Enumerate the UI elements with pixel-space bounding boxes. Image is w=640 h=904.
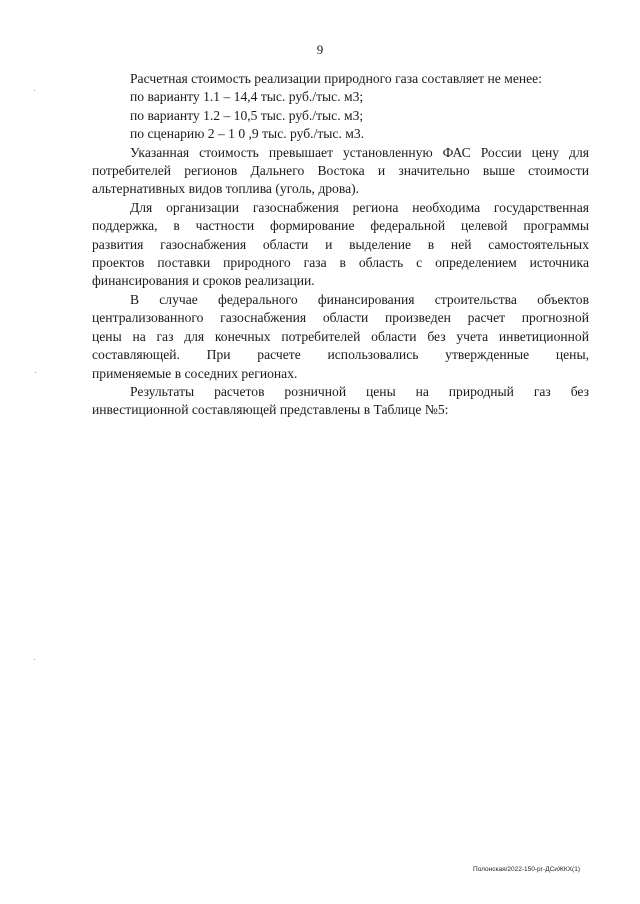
paragraph-1-line-1: Расчетная стоимость реализации природного газа составляет не менее:	[130, 71, 542, 86]
scan-speck	[34, 659, 35, 660]
document-body	[92, 70, 589, 420]
paragraph-1-line-4: по сценарию 2 – 1 0 ,9 тыс. руб./тыс. м3.	[130, 126, 365, 142]
paragraph-3-line-2: поддержка, в частности формирование федеральной целевой программы	[92, 218, 589, 234]
paragraph-4-line-1: В случае федерального финансирования строительства объектов	[130, 291, 589, 307]
page-number: 9	[316, 42, 324, 57]
scan-speck	[35, 372, 36, 373]
paragraph-4-line-3: цены на газ для конечных потребителей области без учета инветиционной	[92, 328, 589, 344]
scan-speck	[34, 90, 35, 91]
paragraph-5-line-1: Результаты расчетов розничной цены на природный газ без	[130, 383, 589, 399]
paragraph-1-line-3: по варианту 1.2 – 10,5 тыс. руб./тыс. м3;	[130, 107, 364, 123]
paragraph-3-line-1: Для организации газоснабжения региона необходима государственная	[130, 199, 589, 215]
paragraph-4-line-4: составляющей. При расчете использовались утвержденные цены,	[92, 347, 589, 363]
paragraph-4-line-5: применяемые в соседних регионах.	[92, 365, 298, 381]
paragraph-5-line-2: инвестиционной составляющей представлены в Таблице №5:	[92, 402, 449, 418]
paragraph-4-line-2: централизованного газоснабжения области произведен расчет прогнозной	[92, 310, 589, 326]
paragraph-3-line-5: финансирования и сроков реализации.	[92, 273, 315, 289]
paragraph-2-line-2: потребителей регионов Дальнего Востока и значительно выше стоимости	[92, 163, 589, 179]
paragraph-3-line-4: проектов поставки природного газа в область с определением источника	[92, 255, 589, 271]
document-reference-footer: Полонская/2022-150-рг-ДСиЖКХ(1)	[473, 866, 580, 873]
paragraph-1-line-2: по варианту 1.1 – 14,4 тыс. руб./тыс. м3;	[130, 89, 364, 105]
paragraph-2-line-3: альтернативных видов топлива (уголь, дрова).	[92, 181, 360, 197]
paragraph-2-line-1: Указанная стоимость превышает установленную ФАС России цену для	[130, 144, 589, 160]
paragraph-3-line-3: развития газоснабжения области и выделение в ней самостоятельных	[92, 236, 589, 252]
